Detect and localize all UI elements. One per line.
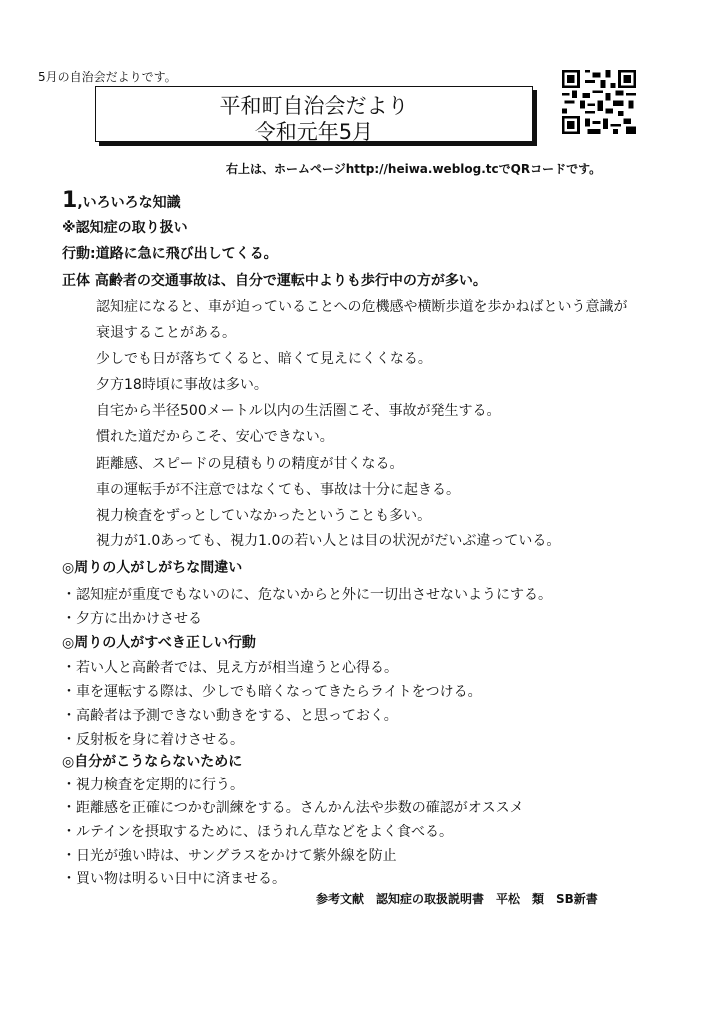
intro-text: 5月の自治会だよりです。 bbox=[38, 70, 177, 84]
detail-line: 視力が1.0あっても、視力1.0の若い人とは目の状況がだいぶ違っている。 bbox=[96, 533, 561, 549]
list-item: ・視力検査を定期的に行う。 bbox=[62, 777, 244, 793]
newsletter-date: 令和元年5月 bbox=[254, 120, 374, 144]
list-item: ・日光が強い時は、サングラスをかけて紫外線を防止 bbox=[62, 848, 397, 864]
list-item: ・反射板を身に着けさせる。 bbox=[62, 732, 244, 748]
section-number: 1 bbox=[62, 188, 78, 213]
list-item: ・ルテインを摂取するために、ほうれん草などをよく食べる。 bbox=[62, 824, 454, 840]
list-item: ・若い人と高齢者では、見え方が相当違うと心得る。 bbox=[62, 660, 398, 676]
correct-actions-heading: ◎周りの人がすべき正しい行動 bbox=[62, 635, 256, 651]
detail-line: 距離感、スピードの見積もりの精度が甘くなる。 bbox=[96, 456, 404, 472]
section1-truth: 正体 高齢者の交通事故は、自分で運転中よりも歩行中の方が多い。 bbox=[62, 273, 487, 289]
reference-citation: 参考文献 認知症の取扱説明書 平松 類 SB新書 bbox=[316, 892, 598, 906]
qr-code-icon[interactable] bbox=[560, 70, 638, 134]
detail-line: 夕方18時頃に事故は多い。 bbox=[96, 377, 268, 393]
section1-action: 行動:道路に急に飛び出してくる。 bbox=[62, 246, 278, 262]
list-item: ・距離感を正確につかむ訓練をする。さんかん法や歩数の確認がオススメ bbox=[62, 800, 524, 816]
list-item: ・買い物は明るい日中に済ませる。 bbox=[62, 871, 286, 887]
detail-line: 少しでも日が落ちてくると、暗くて見えにくくなる。 bbox=[96, 351, 432, 367]
title-box bbox=[95, 86, 533, 142]
qr-code-note: 右上は、ホームページhttp://heiwa.weblog.tcでQRコードです。 bbox=[226, 162, 602, 176]
section1-subheading: ※認知症の取り扱い bbox=[62, 220, 188, 236]
detail-line: 認知症になると、車が迫っていることへの危機感や横断歩道を歩かねばという意識が bbox=[96, 299, 628, 315]
detail-line: 慣れた道だからこそ、安心できない。 bbox=[96, 429, 334, 445]
newsletter-title: 平和町自治会だより bbox=[219, 94, 409, 118]
detail-line: 車の運転手が不注意ではなくても、事故は十分に起きる。 bbox=[96, 482, 460, 498]
detail-line: 視力検査をずっとしていなかったということも多い。 bbox=[96, 508, 432, 524]
detail-line: 自宅から半径500メートル以内の生活圏こそ、事故が発生する。 bbox=[96, 403, 501, 419]
section1-heading bbox=[62, 188, 181, 213]
detail-line: 衰退することがある。 bbox=[96, 325, 236, 341]
list-item: ・夕方に出かけさせる bbox=[62, 611, 202, 627]
list-item: ・車を運転する際は、少しでも暗くなってきたらライトをつける。 bbox=[62, 684, 482, 700]
list-item: ・高齢者は予測できない動きをする、と思っておく。 bbox=[62, 708, 398, 724]
prevention-heading: ◎自分がこうならないために bbox=[62, 754, 243, 770]
section-title: ,いろいろな知識 bbox=[77, 195, 181, 211]
mistakes-heading: ◎周りの人がしがちな間違い bbox=[62, 560, 243, 576]
list-item: ・認知症が重度でもないのに、危ないからと外に一切出させないようにする。 bbox=[62, 587, 552, 603]
